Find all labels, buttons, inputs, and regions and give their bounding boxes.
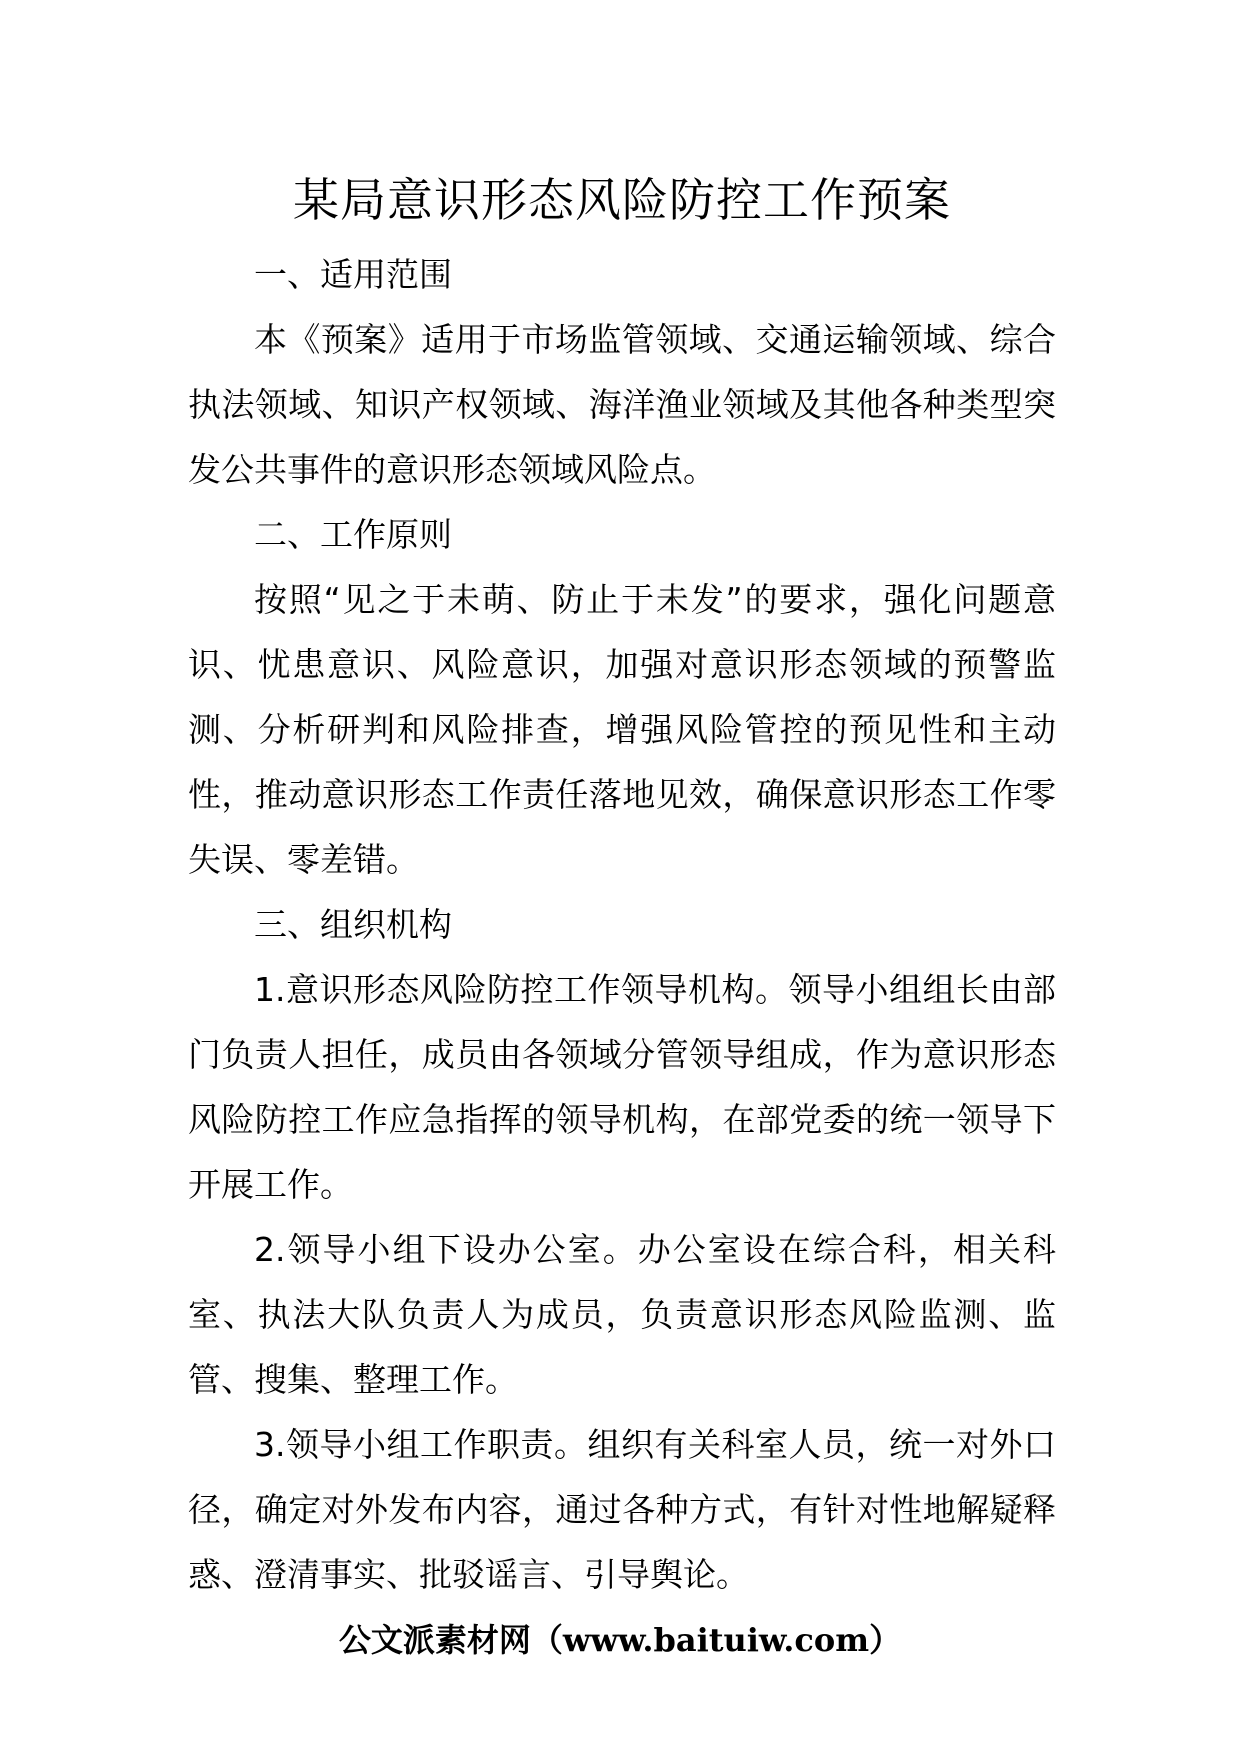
- section-paragraph: 1.意识形态风险防控工作领导机构。领导小组组长由部门负责人担任，成员由各领域分管领导组成，作为意识形态风险防控工作应急指挥的领导机构，在部党委的统一领导下开展工作。: [188, 970, 1056, 1204]
- section-paragraph: 按照“见之于未萌、防止于未发”的要求，强化问题意识、忧患意识、风险意识，加强对意识形态领域的预警监测、分析研判和风险排查，增强风险管控的预见性和主动性，推动意识形态工作责任落地见效，确保意识形态工作零失误、零差错。: [188, 580, 1056, 879]
- document-title: 某局意识形态风险防控工作预案: [293, 173, 951, 227]
- section-heading-scope: 一、适用范围: [254, 255, 452, 294]
- footer-watermark-text: 公文派素材网（www.baituiw.com）: [338, 1621, 902, 1659]
- section-heading-principles: 二、工作原则: [254, 515, 452, 554]
- section-principles: [188, 502, 1056, 892]
- section-paragraph: 2.领导小组下设办公室。办公室设在综合科，相关科室、执法大队负责人为成员，负责意识形态风险监测、监管、搜集、整理工作。: [188, 1230, 1056, 1399]
- document-page: [188, 158, 1056, 1607]
- section-organization: [188, 892, 1056, 1607]
- section-paragraph: 本《预案》适用于市场监管领域、交通运输领域、综合执法领域、知识产权领域、海洋渔业领域及其他各种类型突发公共事件的意识形态领域风险点。: [188, 320, 1056, 489]
- section-scope: [188, 242, 1056, 502]
- section-paragraph: 3.领导小组工作职责。组织有关科室人员，统一对外口径，确定对外发布内容，通过各种方式，有针对性地解疑释惑、澄清事实、批驳谣言、引导舆论。: [188, 1425, 1056, 1594]
- section-heading-organization: 三、组织机构: [254, 905, 452, 944]
